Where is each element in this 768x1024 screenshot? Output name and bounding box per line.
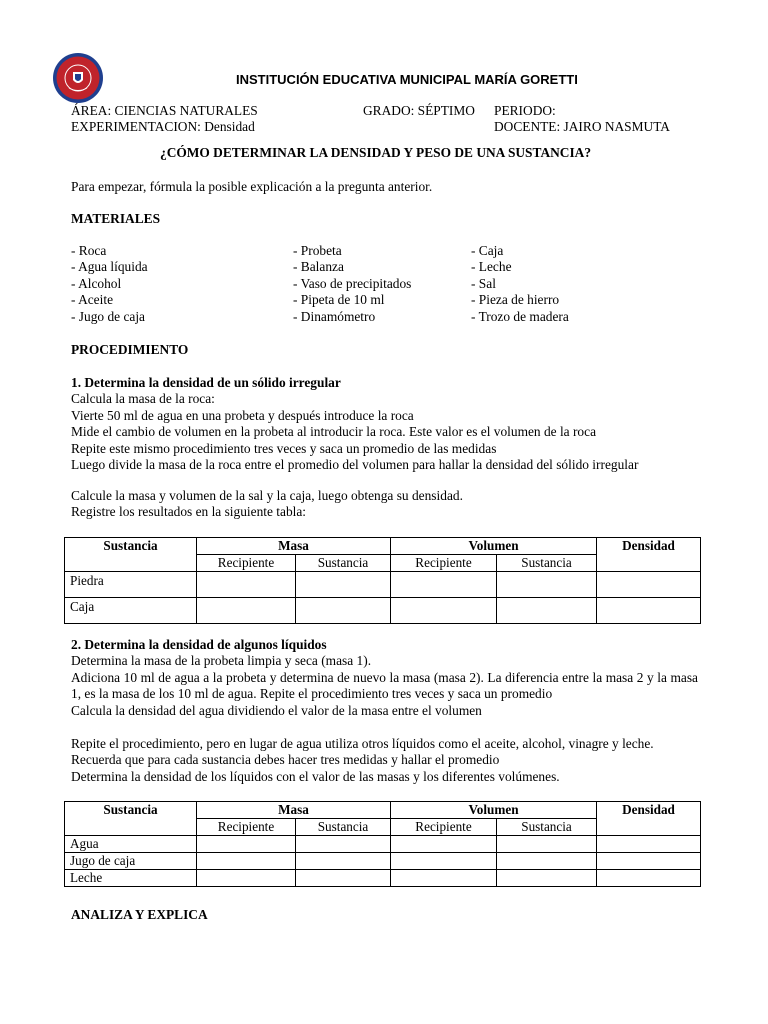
table-cell[interactable] [597,853,701,870]
material-item: - Roca [71,243,107,258]
materials-column-2 [293,243,411,325]
material-item: - Agua líquida [71,259,148,275]
table-cell[interactable] [197,572,296,598]
table-row [65,598,701,624]
materials-column-1 [71,243,148,325]
part1-instruction-line: Registre los resultados en la siguiente tabla: [71,504,307,520]
table-cell[interactable] [497,870,597,887]
part1-line: Luego divide la masa de la roca entre el promedio del volumen para hallar la densidad del sólido irregular [71,457,639,473]
material-item: - Probeta [293,243,342,258]
material-item: - Leche [471,259,512,275]
table-cell[interactable] [296,598,391,624]
table-cell[interactable] [391,870,497,887]
material-item: - Aceite [71,292,114,308]
header-volume: Volumen [391,802,597,819]
row-label: Caja [65,598,197,624]
subheader-substance: Sustancia [497,819,597,836]
part1-line: Vierte 50 ml de agua en una probeta y después introduce la roca [71,407,414,423]
procedure-heading: PROCEDIMIENTO [71,342,189,357]
table-row [65,853,701,870]
experiment-label: EXPERIMENTACION: Densidad [71,119,255,134]
header-substance: Sustancia [65,802,197,836]
material-item: - Vaso de precipitados [293,275,412,291]
header-substance: Sustancia [65,538,197,572]
page-title: ¿CÓMO DETERMINAR LA DENSIDAD Y PESO DE UNA SUSTANCIA? [160,145,592,160]
row-label: Leche [65,870,197,887]
table-row [65,836,701,853]
part1-block [71,375,638,473]
table-cell[interactable] [197,870,296,887]
header-mass: Masa [197,802,391,819]
part2-line: Calcula la densidad del agua dividiendo el valor de la masa entre el volumen [71,702,482,718]
table-cell[interactable] [391,836,497,853]
table-cell[interactable] [391,853,497,870]
material-item: - Dinamómetro [293,308,376,324]
subheader-container: Recipiente [391,555,497,572]
table-cell[interactable] [197,598,296,624]
subheader-container: Recipiente [197,819,296,836]
subheader-substance: Sustancia [296,555,391,572]
part1-line: Repite este mismo procedimiento tres veces y saca un promedio de las medidas [71,440,497,456]
row-label: Jugo de caja [65,853,197,870]
table-row [65,870,701,887]
part2-line: Recuerda que para cada sustancia debes hacer tres medidas y hallar el promedio [71,752,500,768]
material-item: - Pieza de hierro [471,292,560,308]
liquids-table [64,801,701,887]
subheader-container: Recipiente [391,819,497,836]
material-item: - Sal [471,275,496,291]
materials-heading: MATERIALES [71,211,161,226]
material-item: - Pipeta de 10 ml [293,292,385,308]
area-label: ÁREA: CIENCIAS NATURALES [71,103,258,118]
subheader-substance: Sustancia [497,555,597,572]
table-cell[interactable] [497,836,597,853]
table-cell[interactable] [296,870,391,887]
table-cell[interactable] [296,572,391,598]
row-label: Agua [65,836,197,853]
school-crest-logo [52,52,104,104]
part2-paragraph: Repite el procedimiento, pero en lugar de agua utiliza otros líquidos como el aceite, alcohol, vinagre y leche. [71,736,654,751]
teacher-label: DOCENTE: JAIRO NASMUTA [494,119,670,134]
part1-line: Calcula la masa de la roca: [71,391,215,407]
part2-line: Determina la masa de la probeta limpia y seca (masa 1). [71,653,372,669]
table-cell[interactable] [197,836,296,853]
material-item: - Balanza [293,259,344,275]
subheader-container: Recipiente [197,555,296,572]
solids-table [64,537,701,624]
table-cell[interactable] [497,853,597,870]
analysis-heading: ANALIZA Y EXPLICA [71,907,208,922]
table-cell[interactable] [597,572,701,598]
intro-text: Para empezar, fórmula la posible explicación a la pregunta anterior. [71,179,433,194]
part1-line: Mide el cambio de volumen en la probeta al introducir la roca. Este valor es el volumen de la roca [71,424,597,440]
header-mass: Masa [197,538,391,555]
part2-heading: 2. Determina la densidad de algunos líquidos [71,637,327,652]
row-label: Piedra [65,572,197,598]
part2-block [71,637,698,719]
grade-label: GRADO: SÉPTIMO [363,103,475,118]
table-cell[interactable] [391,572,497,598]
table-cell[interactable] [597,836,701,853]
header-density: Densidad [597,802,701,836]
part2-repeat-block [71,736,698,785]
material-item: - Trozo de madera [471,308,569,324]
material-item: - Jugo de caja [71,308,145,324]
table-cell[interactable] [597,870,701,887]
table-cell[interactable] [497,598,597,624]
table-cell[interactable] [296,853,391,870]
materials-column-3 [471,243,569,325]
school-name: INSTITUCIÓN EDUCATIVA MUNICIPAL MARÍA GORETTI [236,72,578,87]
table-cell[interactable] [197,853,296,870]
table-cell[interactable] [391,598,497,624]
table-row [65,572,701,598]
subheader-substance: Sustancia [296,819,391,836]
header-density: Densidad [597,538,701,572]
part2-paragraph: Adiciona 10 ml de agua a la probeta y determina de nuevo la masa (masa 2). La diferencia entre la masa 2 y la masa 1, es la masa de los 10 ml de agua. Repite el procedimiento tres veces y saca un promedio [71,669,698,702]
part1-heading: 1. Determina la densidad de un sólido irregular [71,375,341,390]
table-cell[interactable] [597,598,701,624]
table-cell[interactable] [497,572,597,598]
part1-instruction-line: Calcule la masa y volumen de la sal y la caja, luego obtenga su densidad. [71,488,463,503]
header-volume: Volumen [391,538,597,555]
part2-line: Determina la densidad de los líquidos con el valor de las masas y los diferentes volúmenes. [71,768,560,784]
part1-instructions [71,488,463,521]
table-cell[interactable] [296,836,391,853]
period-label: PERIODO: [494,103,556,118]
material-item: - Alcohol [71,275,122,291]
material-item: - Caja [471,243,504,258]
